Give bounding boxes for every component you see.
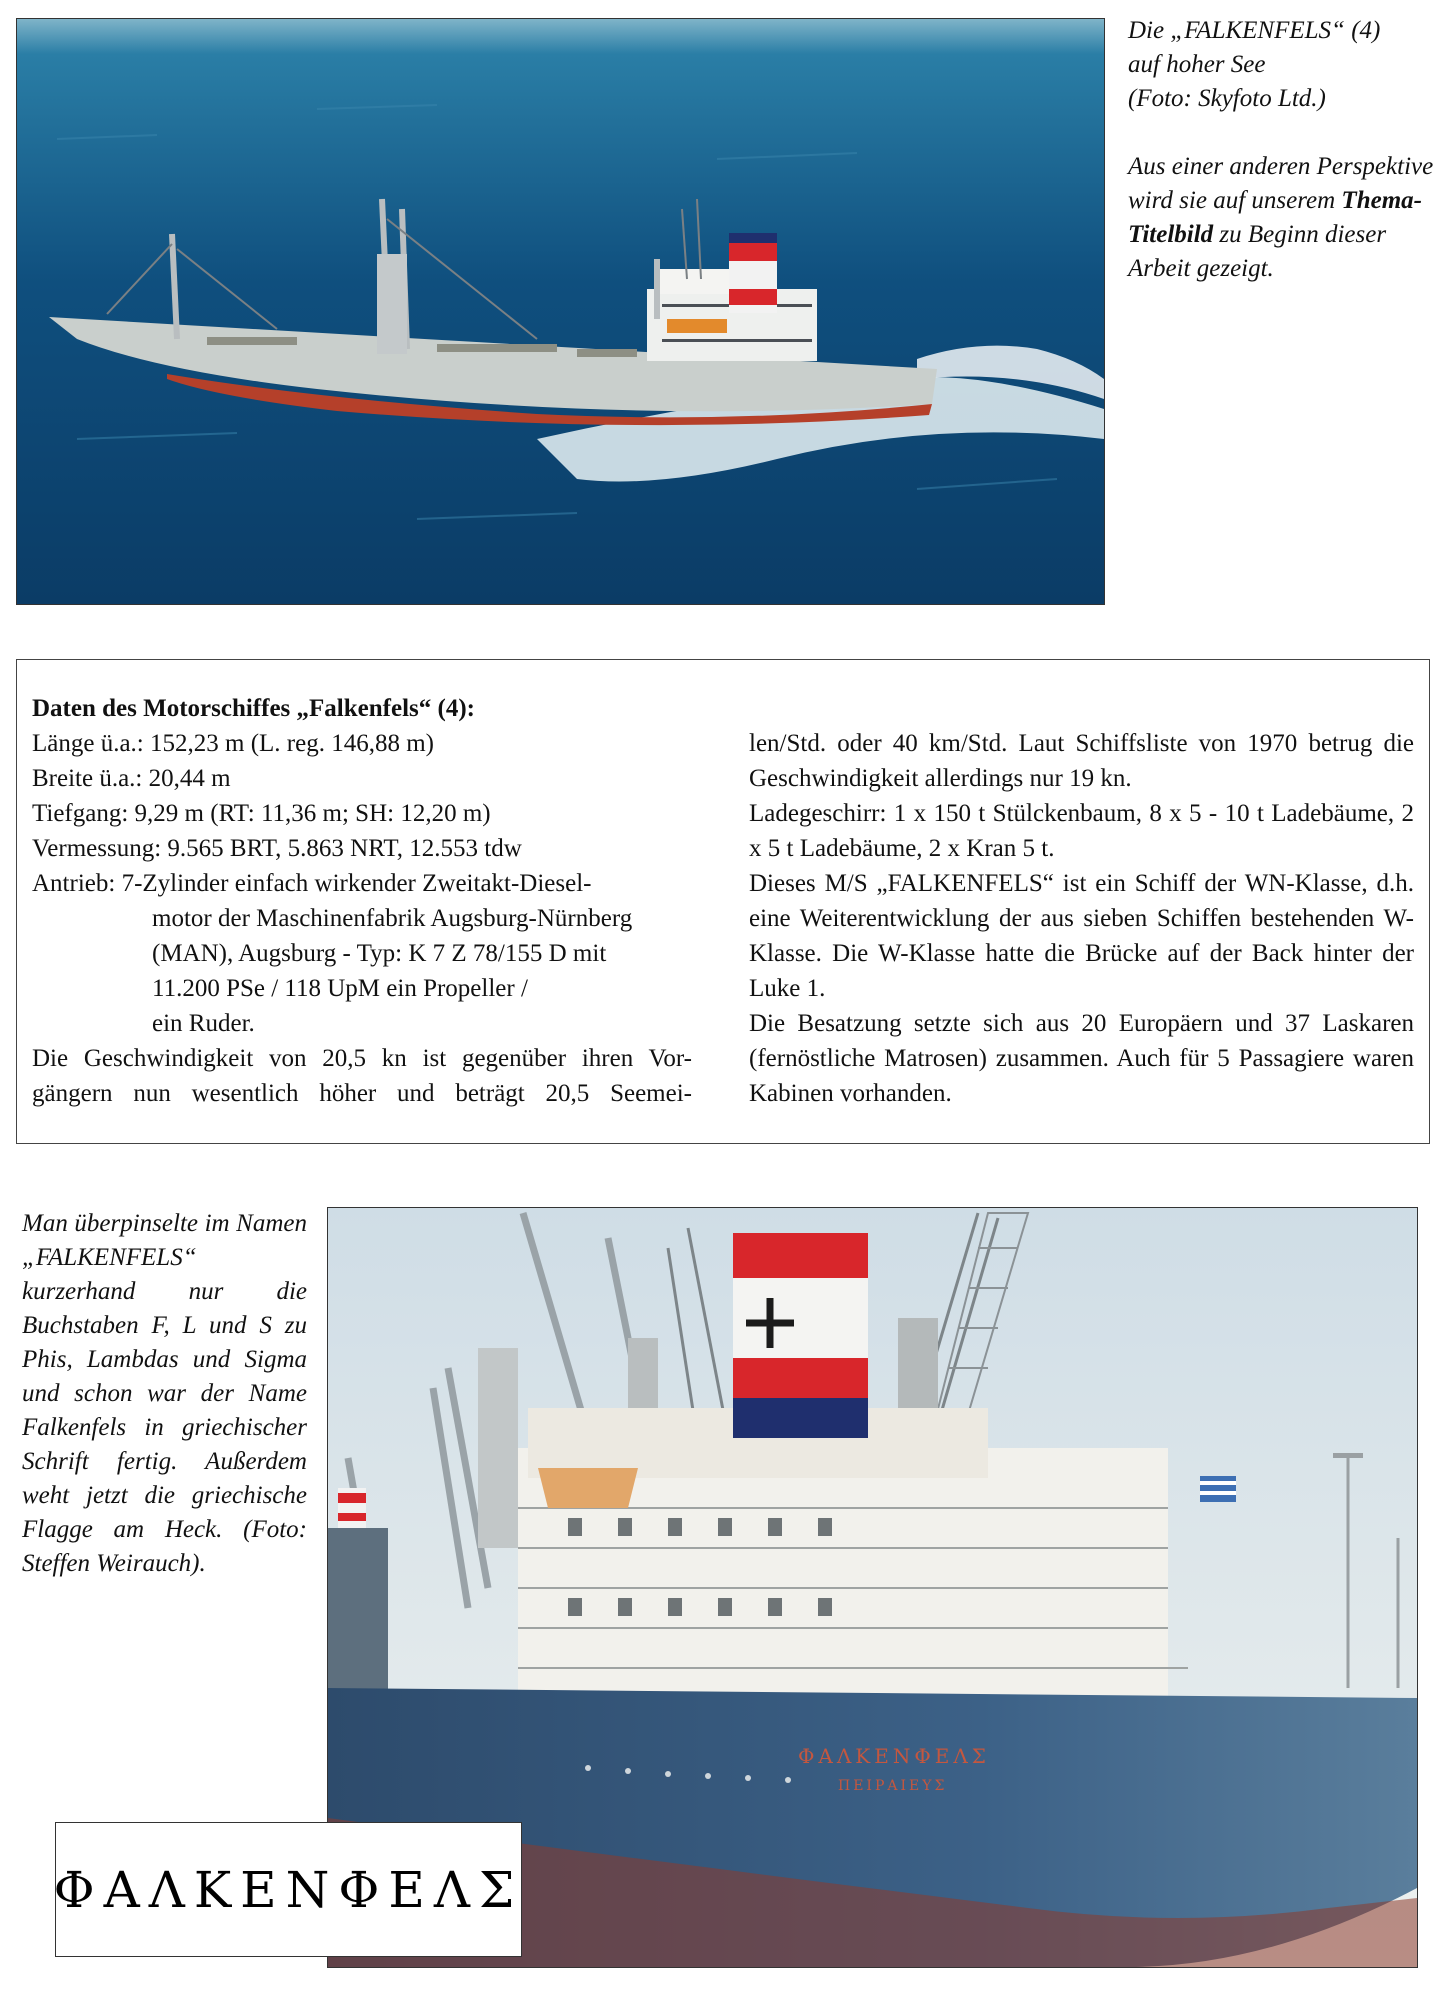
caption-line: auf hoher See [1128, 51, 1266, 78]
data-paragraph: Ladegeschirr: 1 x 150 t Stülckenbaum, 8 x 5 - 10 t Ladebäume, 2 x 5 t Ladebäume, 2 x Kran 5 t. [749, 800, 1414, 862]
data-line: Tiefgang: 9,29 m (RT: 11,36 m; SH: 12,20 m) [32, 800, 491, 827]
data-line: Länge ü.a.: 152,23 m (L. reg. 146,88 m) [32, 730, 434, 757]
data-column-left [32, 691, 692, 1111]
drive-line: 11.200 PSe / 118 UpM ein Propeller / [152, 975, 528, 1002]
drive-line: (MAN), Augsburg - Typ: K 7 Z 78/155 D mit [152, 940, 607, 967]
top-photo-caption [1128, 14, 1443, 286]
data-paragraph: Die Besatzung setzte sich aus 20 Europäern und 37 Laskaren (fernöstliche Matrosen) zusammen. Auch für 5 Passagiere waren Kabinen vorhanden. [749, 1010, 1414, 1107]
bottom-photo-caption: Man überpinselte im Namen „FALKENFELS“ kurzerhand nur die Buchstaben F, L und S zu Phis, Lambdas und Sigma und schon war der Name Falkenfels in griechischer Schrift fertig. Außerdem weht jetzt die griechische Flagge am Heck. (Foto: Steffen Weirauch). [22, 1210, 307, 1577]
drive-line: ein Ruder. [152, 1010, 255, 1037]
ship-at-sea-photo [16, 18, 1105, 605]
data-paragraph: Dieses M/S „FALKENFELS“ ist ein Schiff der WN-Klasse, d.h. eine Weiterentwicklung der aus sieben Schiffen bestehenden W-Klasse. Die W-Klasse hatte die Brücke auf der Back hinter der Luke 1. [749, 870, 1414, 1002]
drive-line: motor der Maschinenfabrik Augsburg-Nürnberg [152, 905, 633, 932]
title-picture-reference: Thema-Titelbild [1128, 187, 1422, 248]
data-line: Vermessung: 9.565 BRT, 5.863 NRT, 12.553 tdw [32, 835, 522, 862]
data-line: Antrieb: 7-Zylinder einfach wirkender Zweitakt-Diesel- [32, 870, 592, 897]
caption-line: (Foto: Skyfoto Ltd.) [1128, 85, 1326, 112]
caption-line: Die „FALKENFELS“ (4) [1128, 17, 1381, 44]
data-column-right [749, 726, 1414, 1111]
speed-line: Die Geschwindigkeit von 20,5 kn ist gegenüber ihren Vor- [32, 1045, 692, 1072]
caption-paragraph: Aus einer anderen Perspektive wird sie auf unserem Thema-Titelbild zu Beginn dieser Arbeit gezeigt. [1128, 153, 1434, 282]
speed-line: gängern nun wesentlich höher und beträgt 20,5 Seemei- [32, 1080, 692, 1107]
hull-port-greek: ΠΕΙΡΑΙΕΥΣ [838, 1778, 948, 1794]
data-heading: Daten des Motorschiffes „Falkenfels“ (4): [32, 695, 475, 722]
data-line: Breite ü.a.: 20,44 m [32, 765, 231, 792]
greek-name-label: ΦΑΛΚΕΝΦΕΛΣ [55, 1822, 522, 1957]
hull-name-greek: ΦΑΛΚΕΝΦΕΛΣ [798, 1744, 990, 1768]
data-paragraph: len/Std. oder 40 km/Std. Laut Schiffsliste von 1970 betrug die Geschwindigkeit allerdings nur 19 kn. [749, 730, 1414, 792]
ship-data-box [16, 659, 1430, 1144]
